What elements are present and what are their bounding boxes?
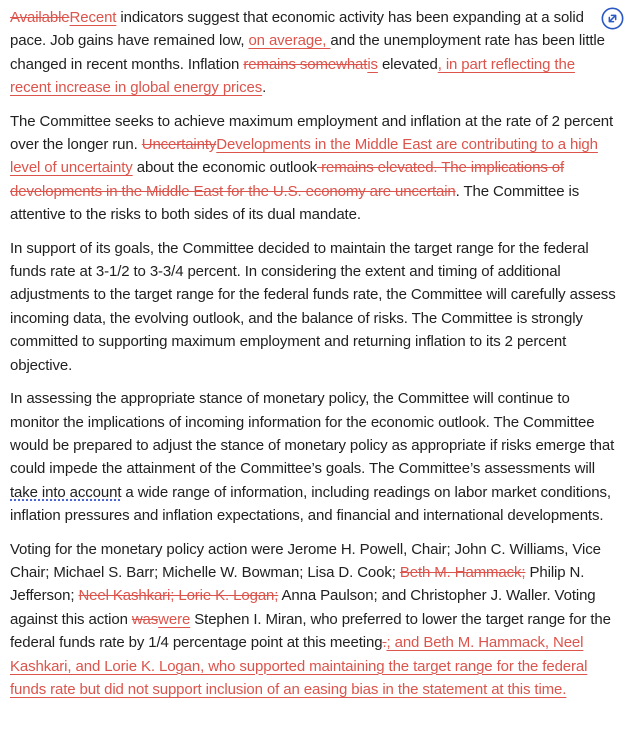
text-segment-normal: about the economic outlook — [132, 159, 318, 177]
text-segment-normal: Philip N. Jefferson; — [10, 563, 585, 605]
text-segment-inserted: were — [158, 610, 191, 628]
text-segment-normal: In assessing the appropriate stance of monetary policy, the Committee will continue to monitor the implications of incoming information for the economic outlook. The Committee would be prepared to adjust the stance of monetary policy as appropriate if risks emerge that could impede the attainment of the Committee’s goals. The Committee’s assessments will — [10, 390, 615, 478]
text-segment-normal: . The Committee is attentive to the risks to both sides of its dual mandate. — [10, 182, 580, 224]
paragraph — [10, 538, 618, 702]
paragraph — [10, 6, 618, 100]
text-segment-normal: The Committee seeks to achieve maximum employment and inflation at the rate of 2 percent over the longer run. — [10, 112, 614, 154]
text-segment-inserted: on average, — [248, 32, 331, 50]
text-segment-deleted: was — [131, 610, 159, 628]
text-segment-inserted: ; and Beth M. Hammack, Neel Kashkari, and Lorie K. Logan, who supported maintaining the target range for the federal funds rate but did not support inclusion of an easing bias in the statement at this time. — [10, 634, 588, 698]
expand-button[interactable] — [599, 5, 625, 31]
text-segment-deleted: Neel Kashkari; Lorie K. Logan; — [78, 587, 279, 605]
expand-icon — [601, 7, 624, 30]
paragraph — [10, 387, 618, 527]
text-segment-deleted: Uncertainty — [141, 136, 217, 154]
text-segment-inserted: , in part reflecting the recent increase in global energy prices — [10, 55, 575, 97]
text-segment-deleted: remains elevated. The implications of developments in the Middle East for the U.S. economy are uncertain — [10, 159, 565, 200]
text-segment-normal: . — [262, 79, 267, 97]
text-segment-deleted: Beth M. Hammack; — [399, 563, 526, 581]
text-segment-inserted: Recent — [69, 9, 117, 26]
text-segment-normal: In support of its goals, the Committee decided to maintain the target range for the federal funds rate at 3-1/2 to 3-3/4 percent. In considering the extent and timing of additional adjustments to the target range for the federal funds rate, the Committee will carefully assess incoming data, the evolving outlook, and the balance of risks. The Committee is strongly committed to supporting maximum employment and returning inflation to its 2 percent objective. — [10, 239, 616, 374]
text-segment-deleted: . — [382, 634, 387, 652]
text-segment-inserted: Developments in the Middle East are contributing to a high level of uncertainty — [10, 136, 598, 177]
text-segment-normal: elevated — [377, 55, 438, 73]
text-segment-deleted: remains somewhat — [243, 55, 368, 73]
text-segment-normal: Voting for the monetary policy action were Jerome H. Powell, Chair; John C. Williams, Vice Chair; Michael S. Barr; Michelle W. Bowman; Lisa D. Cook; — [10, 540, 601, 581]
paragraph — [10, 110, 618, 227]
text-segment-inserted: is — [367, 55, 378, 73]
text-segment-normal: Stephen I. Miran, who preferred to lower the target range for the federal funds rate by 1/4 percentage point at this meeting — [10, 610, 611, 652]
text-segment-deleted: Available — [10, 9, 70, 26]
text-segment-normal: Anna Paulson; and Christopher J. Waller. Voting against this action — [10, 587, 596, 628]
text-segment-normal: indicators suggest that economic activity has been expanding at a solid pace. Job gains have remained low, — [10, 9, 584, 50]
text-segment-normal: and the unemployment rate has been little changed in recent months. Inflation — [10, 32, 605, 73]
text-segment-grammar: take into account — [10, 483, 122, 501]
text-segment-normal: a wide range of information, including readings on labor market conditions, inflation pressures and inflation expectations, and financial and international developments. — [10, 483, 611, 525]
paragraph — [10, 237, 618, 377]
statement-text — [10, 6, 618, 701]
